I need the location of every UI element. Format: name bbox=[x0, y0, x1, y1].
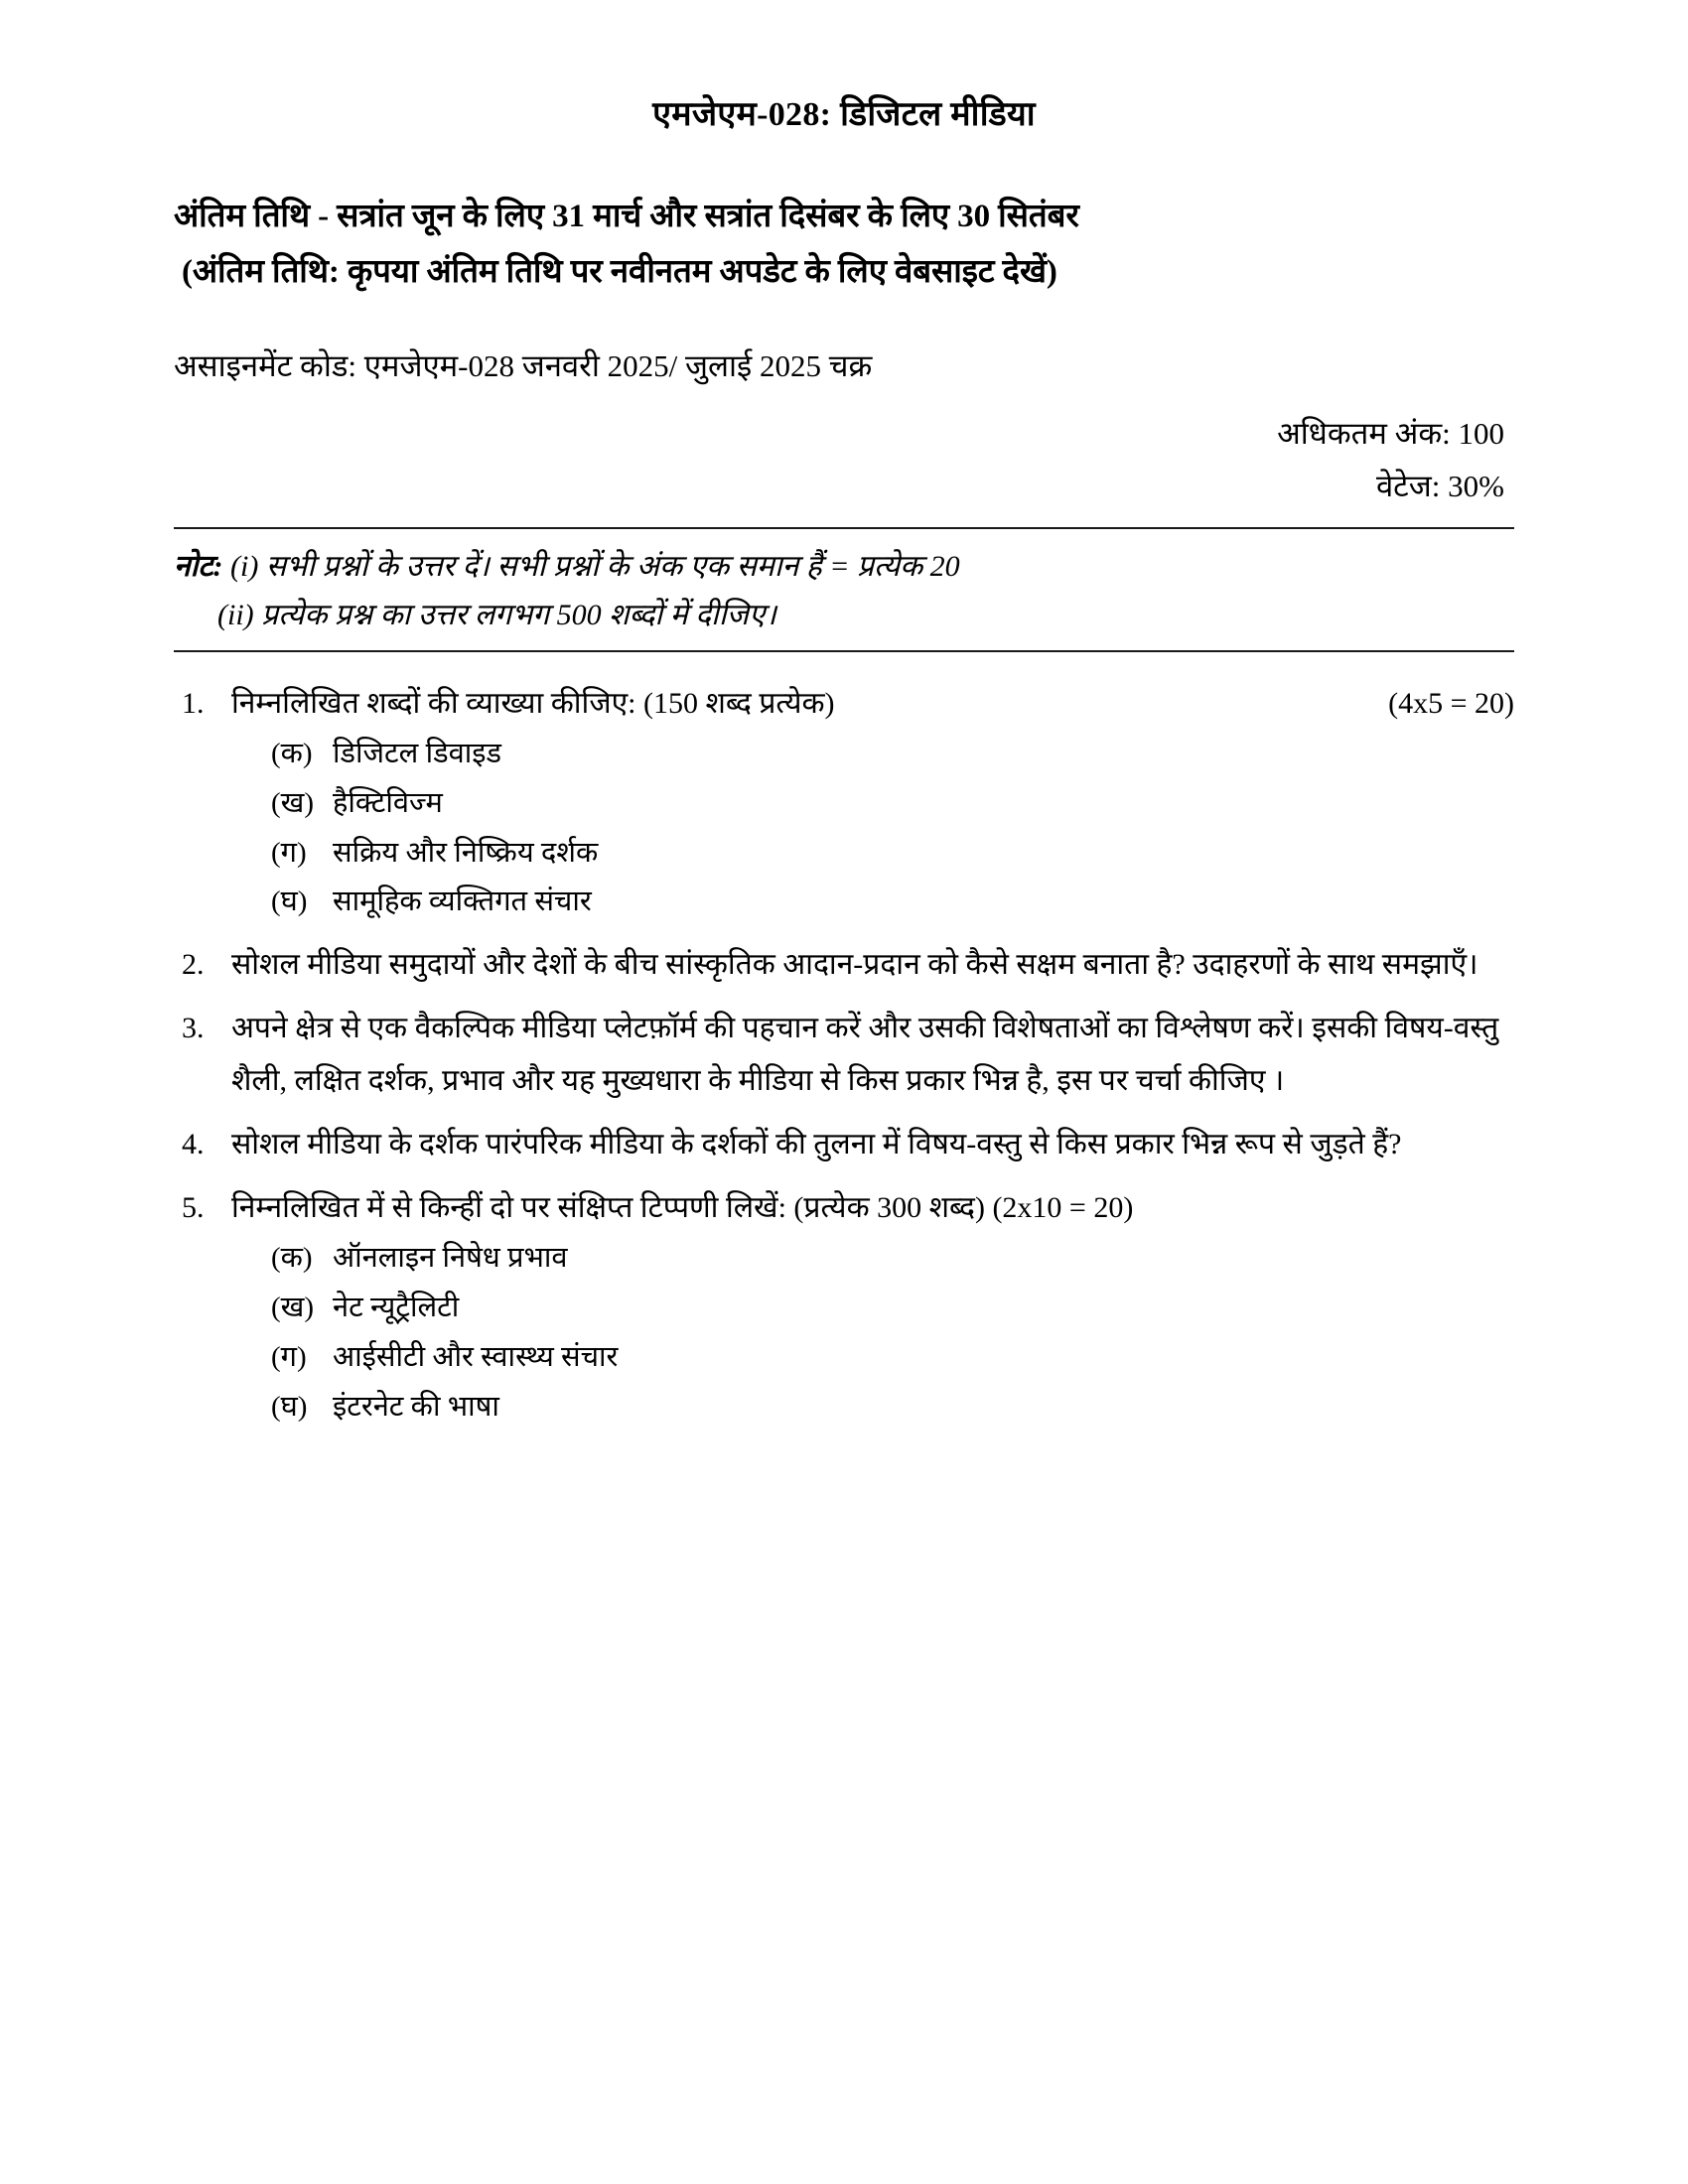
list-item bbox=[231, 1383, 1514, 1433]
note-line-1 bbox=[174, 543, 1514, 592]
list-item bbox=[231, 829, 1514, 879]
question-text: सोशल मीडिया के दर्शक पारंपरिक मीडिया के दर्शकों की तुलना में विषय-वस्तु से किस प्रकार भिन्न रूप से जुड़ते हैं? bbox=[231, 1127, 1402, 1160]
deadline-line-1: अंतिम तिथि - सत्रांत जून के लिए 31 मार्च और सत्रांत दिसंबर के लिए 30 सितंबर bbox=[174, 198, 1079, 234]
sub-item-label: (क) bbox=[271, 737, 313, 769]
question-subitems bbox=[231, 730, 1514, 928]
list-item bbox=[231, 1284, 1514, 1333]
note-block bbox=[174, 529, 1514, 649]
sub-item-text: नेट न्यूट्रैलिटी bbox=[333, 1292, 460, 1324]
assignment-code-line: असाइनमेंट कोड: एमजेएम-028 जनवरी 2025/ जुलाई 2025 चक्र bbox=[174, 348, 873, 383]
question-text: सोशल मीडिया समुदायों और देशों के बीच सांस्कृतिक आदान-प्रदान को कैसे सक्षम बनाता है? उदाहरणों के साथ समझाएँ। bbox=[231, 948, 1478, 982]
sub-item-label: (ग) bbox=[271, 836, 307, 869]
list-item bbox=[231, 878, 1514, 927]
question-text bbox=[231, 1182, 1514, 1234]
list-item bbox=[231, 779, 1514, 829]
question-number: 4. bbox=[182, 1127, 205, 1160]
note-item-i: (i) सभी प्रश्नों के उत्तर दें। सभी प्रश्नों के अंक एक समान हैं = प्रत्येक 20 bbox=[230, 550, 960, 584]
sub-item-text: सामूहिक व्यक्तिगत संचार bbox=[333, 886, 592, 918]
deadline-block bbox=[174, 189, 1514, 302]
question-number: 3. bbox=[182, 1012, 205, 1045]
sub-item-text: हैक्टिविज्म bbox=[333, 786, 443, 819]
sub-item-label: (क) bbox=[271, 1242, 313, 1275]
note-label: नोट: bbox=[174, 550, 223, 584]
sub-item-text: डिजिटल डिवाइड bbox=[333, 737, 501, 769]
sub-item-label: (ग) bbox=[271, 1340, 307, 1373]
max-marks-line: अधिकतम अंक: 100 bbox=[1277, 416, 1504, 452]
sub-item-label: (ख) bbox=[271, 786, 315, 819]
question-text: अपने क्षेत्र से एक वैकल्पिक मीडिया प्लेटफ़ॉर्म की पहचान करें और उसकी विशेषताओं का विश्लेषण करें। इसकी विषय-वस्तु शैली, लक्षित दर्शक, प्रभाव और यह मुख्यधारा के मीडिया से किस प्रकार भिन्न है, इस पर चर्चा कीजिए । bbox=[231, 1012, 1499, 1097]
question-number: 2. bbox=[182, 948, 205, 982]
question-subitems bbox=[231, 1234, 1514, 1433]
question-marks: (4x5 = 20) bbox=[1388, 686, 1514, 720]
list-item bbox=[231, 1333, 1514, 1383]
question-item-5 bbox=[174, 1182, 1514, 1433]
question-number: 5. bbox=[182, 1191, 205, 1225]
deadline-line-2: (अंतिम तिथि: कृपया अंतिम तिथि पर नवीनतम अपडेट के लिए वेबसाइट देखें) bbox=[182, 254, 1057, 291]
question-item-4 bbox=[174, 1119, 1514, 1170]
question-text-main: निम्नलिखित में से किन्हीं दो पर संक्षिप्त टिप्पणी लिखें: (प्रत्येक 300 शब्द) bbox=[231, 1191, 985, 1225]
question-item-1 bbox=[174, 678, 1514, 928]
question-item-2 bbox=[174, 939, 1514, 991]
question-item-3 bbox=[174, 1003, 1514, 1106]
question-list bbox=[174, 652, 1514, 1433]
list-item bbox=[231, 1234, 1514, 1284]
list-item bbox=[231, 730, 1514, 779]
sub-item-label: (घ) bbox=[271, 886, 308, 918]
question-marks: (2x10 = 20) bbox=[992, 1191, 1134, 1225]
sub-item-text: ऑनलाइन निषेध प्रभाव bbox=[333, 1242, 568, 1275]
weightage-line: वेटेज: 30% bbox=[1375, 468, 1504, 503]
note-item-ii: (ii) प्रत्येक प्रश्न का उत्तर लगभग 500 शब्दों में दीजिए। bbox=[217, 598, 776, 631]
sub-item-text: सक्रिय और निष्क्रिय दर्शक bbox=[333, 836, 599, 869]
sub-item-text: आईसीटी और स्वास्थ्य संचार bbox=[333, 1340, 619, 1373]
sub-item-label: (ख) bbox=[271, 1292, 315, 1324]
sub-item-text: इंटरनेट की भाषा bbox=[333, 1390, 499, 1423]
page-title: एमजेएम-028: डिजिटल मीडिया bbox=[652, 96, 1036, 133]
sub-item-label: (घ) bbox=[271, 1390, 308, 1423]
question-number: 1. bbox=[182, 686, 205, 720]
question-text: निम्नलिखित शब्दों की व्याख्या कीजिए: (150 शब्द प्रत्येक) bbox=[231, 686, 835, 720]
